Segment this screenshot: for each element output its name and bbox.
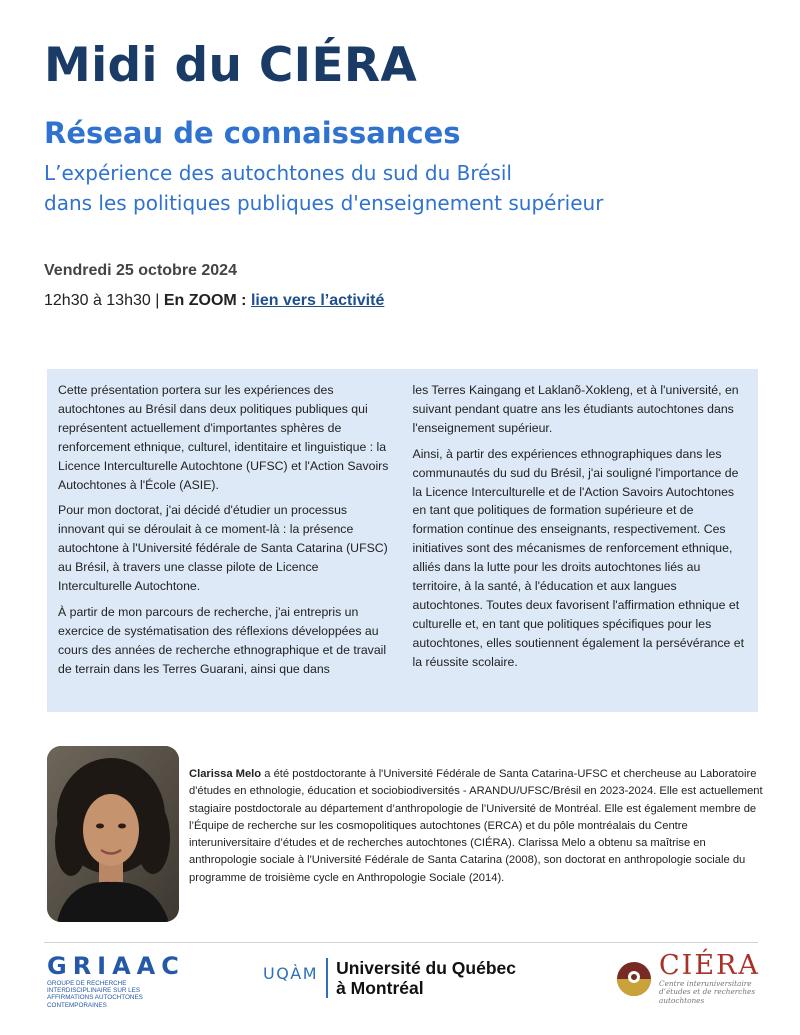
zoom-activity-link[interactable]: lien vers l’activité [250,292,385,309]
uqam-logo-text [336,958,516,998]
abstract-column-left [58,381,393,712]
uqam-name-line-1: Université du Québec [336,958,516,978]
uqam-name-line-2: à Montréal [336,978,424,998]
griaac-logo [47,953,197,1009]
abstract-paragraph: À partir de mon parcours de recherche, j'ai entrepris un exercice de systématisation des réflexions développées au cours des années de recherche ethnographique et de travail de terrain dans les Terres Guarani, ainsi que dans [58,604,387,676]
page-title: Midi du CIÉRA [44,38,418,93]
event-time-location [44,292,384,310]
abstract-column-right [413,381,748,712]
ciera-logo-wordmark: CIÉRA [659,950,760,981]
abstract-box [47,369,758,712]
footer-divider [44,942,758,943]
separator: | [150,292,164,309]
location-label: En ZOOM : [163,292,247,309]
ciera-emblem-icon [615,960,653,998]
abstract-paragraph: Pour mon doctorat, j'ai décidé d'étudier un processus innovant qui se déroulait à ce moment-là : la présence autochtone à l'Université fédérale de Santa Catarina (UFSC) au Brésil, à travers une classe pilote de Licence Interculturelle Autochtone. [58,503,388,594]
speaker-photo [47,746,179,922]
speaker-name: Clarissa Melo [189,768,262,780]
griaac-logo-wordmark: GRIAAC [47,952,185,980]
ciera-logo [615,952,769,1005]
abstract-paragraph: les Terres Kaingang et Laklanõ-Xokleng, et à l'université, en suivant pendant quatre ans les étudiants autochtones dans l'enseignement supérieur. [412,383,739,435]
event-time: 12h30 à 13h30 [44,292,151,309]
uqam-logo [263,958,516,998]
ciera-logo-fullname: Centre interuniversitaire d’études et de recherches autochtones [659,979,756,1005]
event-date: Vendredi 25 octobre 2024 [44,262,237,279]
griaac-logo-fullname: GROUPE DE RECHERCHE INTERDISCIPLINAIRE SUR LES AFFIRMATIONS AUTOCHTONES CONTEMPORAINES [47,980,143,1009]
speaker-portrait-illustration [47,746,179,922]
talk-title-line-2: dans les politiques publiques d'enseignement supérieur [44,191,604,215]
talk-title [44,158,764,218]
uqam-logo-divider [326,958,328,998]
abstract-paragraph: Ainsi, à partir des expériences ethnographiques dans les communautés du sud du Brésil, j'ai souligné l'importance de la Licence Interculturelle et de l'Action Savoirs Autochtones en tant que politiques de formation supérieure et de formation continue des enseignants, respectivement. Ces initiatives sont des mécanismes de renforcement ethnique, alliés dans la lutte pour les droits autochtones liés au territoire, à la santé, à l'éducation et aux langues autochtones. Toutes deux favorisent l'affirmation ethnique et culturelle et, en tant que politiques spécifiques pour les autochtones, elles soutiennent également la persévérance et la réussite scolaire. [412,446,745,669]
speaker-bio [189,766,763,887]
abstract-paragraph: Cette présentation portera sur les expériences des autochtones au Brésil dans deux politiques publiques qui représentent actuellement d'importantes sphères de renforcement ethnique, culturel, identitaire et linguistique : la Licence Interculturelle Autochtone (UFSC) et l'Action Savoirs Autochtones à l'École (ASIE). [58,383,389,492]
event-series-subtitle: Réseau de connaissances [44,116,461,150]
talk-title-line-1: L’expérience des autochtones du sud du Brésil [44,161,512,185]
uqam-logo-mark: UQÀM [263,964,319,983]
ciera-logo-text [659,952,769,1005]
speaker-bio-text: a été postdoctorante à l'Université Fédérale de Santa Catarina-UFSC et chercheuse au Laboratoire d'études en ethnologie, éducation et sociobiodiversités - ARANDU/UFSC/Brésil en 2023-2024. Elle est actuellement stagiaire postdoctorale au département d’anthropologie de l’Université de Montréal. Elle est également membre de l’Équipe de recherche sur les cosmopolitiques autochtones (ERCA) et du pôle montréalais du Centre interuniversitaire d’études et de recherches autochtones (CIÉRA). Clarissa Melo a obtenu sa maîtrise en anthropologie sociale à l'Université Fédérale de Santa Catarina (2008), son doctorat en anthropologie sociale du programme de troisième cycle en Anthropologie Sociale (2014). [189,768,763,884]
